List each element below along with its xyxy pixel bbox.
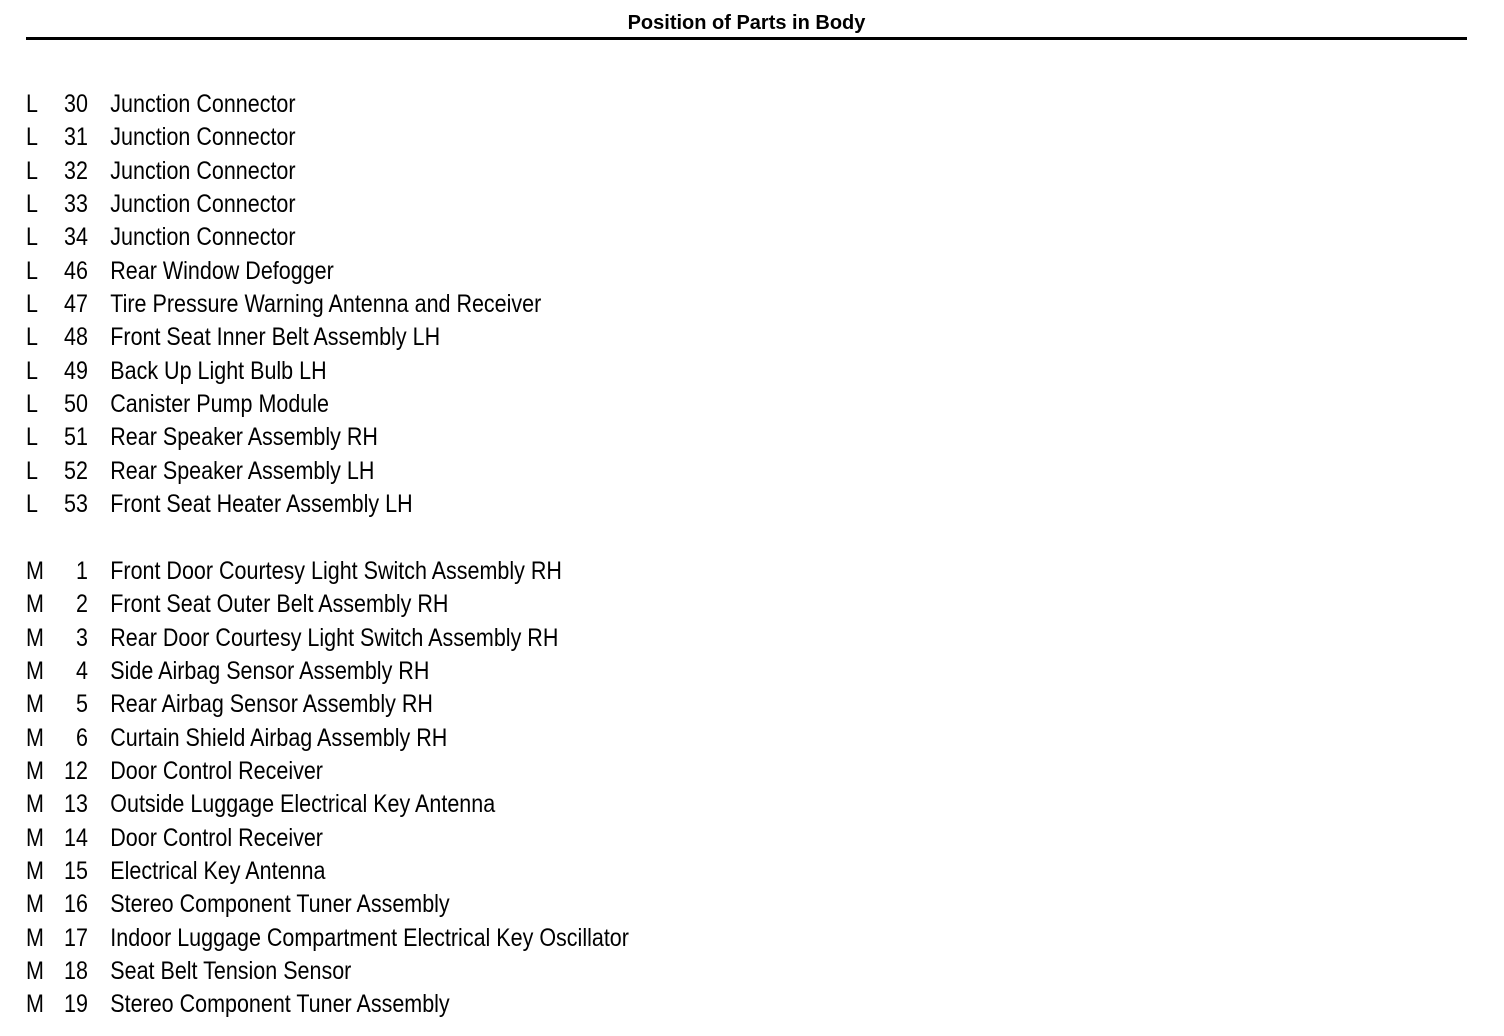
part-letter: M [26,990,44,1019]
page-title: Position of Parts in Body [627,12,866,34]
part-number: 18 [64,957,88,986]
part-letter: L [26,290,38,319]
part-letter: M [26,857,44,886]
part-number: 16 [64,890,88,919]
part-number: 32 [64,156,88,185]
part-number: 15 [64,857,88,886]
part-number: 6 [75,723,88,752]
part-letter: M [26,657,44,686]
part-letter: L [26,490,38,519]
part-number: 47 [64,290,88,319]
part-name: Seat Belt Tension Sensor [110,957,352,986]
part-name: Side Airbag Sensor Assembly RH [110,657,430,686]
part-name: Tire Pressure Warning Antenna and Receiver [110,290,542,319]
part-number: 46 [64,256,88,285]
part-letter: L [26,223,38,252]
part-name: Front Seat Outer Belt Assembly RH [110,590,449,619]
part-name: Front Seat Inner Belt Assembly LH [110,323,441,352]
part-name: Door Control Receiver [110,823,323,852]
part-number: 13 [64,790,88,819]
part-letter: M [26,890,44,919]
part-letter: M [26,957,44,986]
part-number: 51 [64,423,88,452]
part-number: 53 [64,490,88,519]
part-letter: M [26,557,44,585]
title-divider [26,37,1467,40]
part-name: Junction Connector [110,90,296,118]
part-number: 30 [64,90,88,118]
part-name: Indoor Luggage Compartment Electrical Key Oscillator [110,923,629,952]
part-name: Door Control Receiver [110,757,323,786]
part-number: 12 [64,757,88,786]
part-name: Rear Window Defogger [110,256,334,285]
part-name: Stereo Component Tuner Assembly [110,890,450,919]
part-letter: M [26,790,44,819]
part-letter: L [26,323,38,352]
part-name: Junction Connector [110,190,296,219]
part-letter: L [26,90,38,118]
part-name: Rear Speaker Assembly RH [110,423,378,452]
part-name: Stereo Component Tuner Assembly [110,990,450,1019]
part-number: 50 [64,390,88,419]
part-name: Rear Airbag Sensor Assembly RH [110,690,433,719]
part-number: 1 [75,557,88,585]
part-number: 31 [64,123,88,152]
part-letter: L [26,456,38,485]
part-number: 19 [64,990,88,1019]
part-name: Outside Luggage Electrical Key Antenna [110,790,496,819]
part-name: Curtain Shield Airbag Assembly RH [110,723,448,752]
part-number: 48 [64,323,88,352]
part-letter: M [26,757,44,786]
part-letter: M [26,723,44,752]
part-letter: L [26,256,38,285]
part-name: Electrical Key Antenna [110,857,326,886]
part-letter: L [26,156,38,185]
part-name: Rear Door Courtesy Light Switch Assembly RH [110,623,559,652]
part-name: Junction Connector [110,123,296,152]
part-letter: L [26,123,38,152]
part-name: Canister Pump Module [110,390,329,419]
part-letter: L [26,356,38,385]
part-number: 3 [75,623,88,652]
part-number: 4 [75,657,88,686]
part-number: 5 [75,690,88,719]
part-name: Front Seat Heater Assembly LH [110,490,413,519]
part-letter: M [26,590,44,619]
part-number: 49 [64,356,88,385]
part-letter: M [26,690,44,719]
part-number: 34 [64,223,88,252]
part-name: Back Up Light Bulb LH [110,356,327,385]
part-number: 2 [75,590,88,619]
part-number: 17 [64,923,88,952]
part-number: 33 [64,190,88,219]
part-letter: M [26,923,44,952]
part-name: Front Door Courtesy Light Switch Assembly RH [110,557,562,585]
part-number: 14 [64,823,88,852]
part-letter: L [26,423,38,452]
part-name: Junction Connector [110,156,296,185]
part-name: Rear Speaker Assembly LH [110,456,375,485]
part-letter: L [26,390,38,419]
part-letter: L [26,190,38,219]
part-name: Junction Connector [110,223,296,252]
part-number: 52 [64,456,88,485]
part-letter: M [26,823,44,852]
part-letter: M [26,623,44,652]
